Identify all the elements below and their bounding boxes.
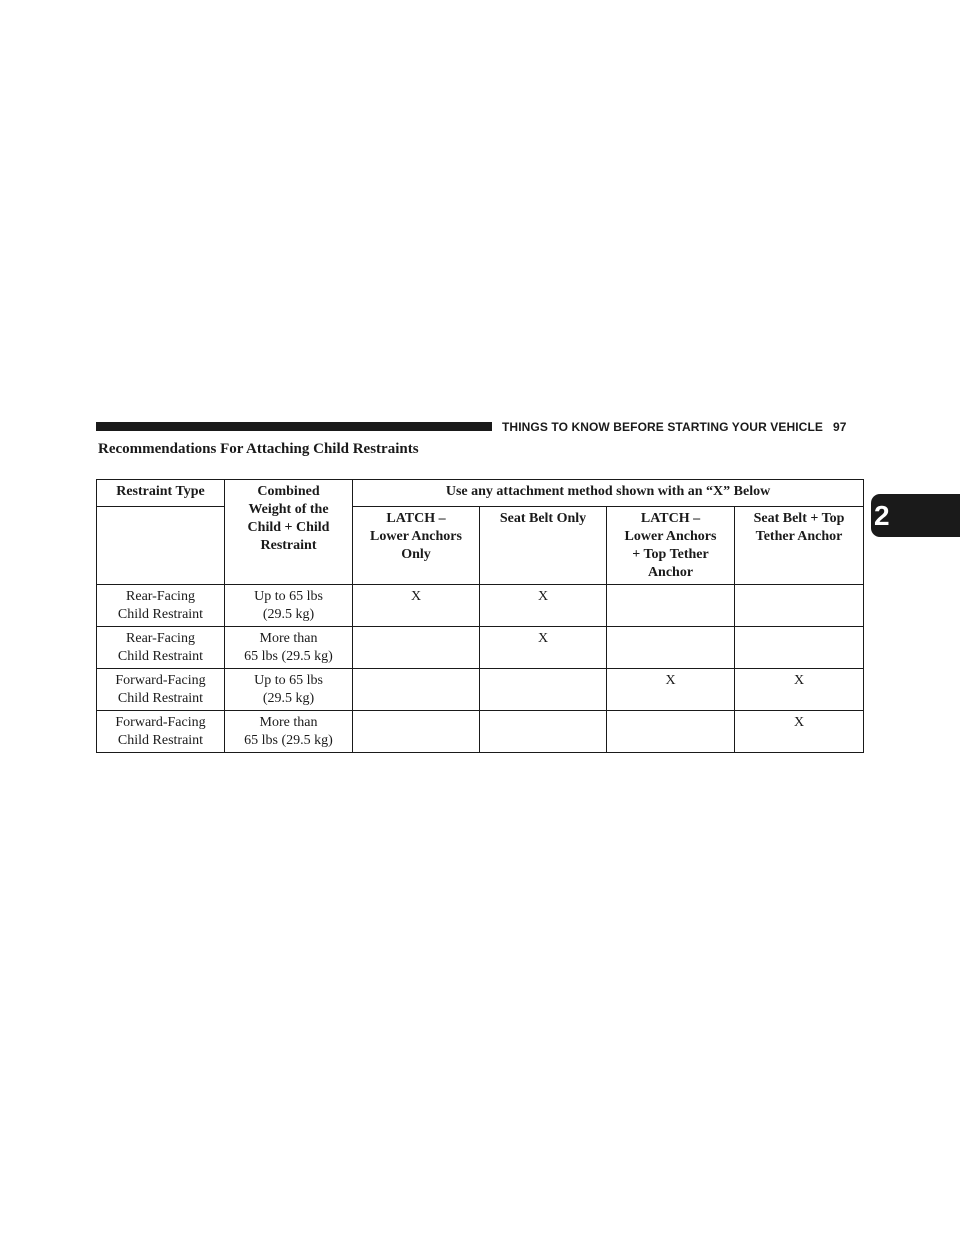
cell-belt-tether: X: [735, 711, 864, 753]
header-restraint-type: Restraint Type: [97, 480, 225, 507]
cell-latch: X: [353, 585, 480, 627]
cell-restraint-type: Forward-Facing Child Restraint: [97, 669, 225, 711]
section-title: Recommendations For Attaching Child Restraints: [98, 441, 419, 457]
cell-belt-tether: X: [735, 669, 864, 711]
running-header: [502, 419, 847, 435]
header-combined-weight: Combined Weight of the Child + Child Restraint: [225, 480, 353, 585]
header-section-name: THINGS TO KNOW BEFORE STARTING YOUR VEHICLE: [502, 420, 823, 434]
page-number: 97: [832, 420, 847, 434]
chapter-tab: [871, 494, 960, 537]
cell-latch-tether: [607, 585, 735, 627]
cell-latch: [353, 669, 480, 711]
cell-belt-tether: [735, 627, 864, 669]
header-seat-belt-top-tether: Seat Belt + Top Tether Anchor: [735, 507, 864, 585]
table-header-row: [97, 480, 864, 507]
cell-restraint-type: Forward-Facing Child Restraint: [97, 711, 225, 753]
header-rule: [96, 422, 492, 431]
table-row: [97, 627, 864, 669]
cell-seat-belt: [480, 711, 607, 753]
cell-seat-belt: X: [480, 585, 607, 627]
cell-latch-tether: [607, 627, 735, 669]
chapter-number: 2: [874, 499, 890, 531]
cell-latch-tether: X: [607, 669, 735, 711]
table-row: [97, 711, 864, 753]
cell-restraint-type: Rear-Facing Child Restraint: [97, 627, 225, 669]
table-row: [97, 585, 864, 627]
header-latch-top-tether: LATCH – Lower Anchors + Top Tether Anchor: [607, 507, 735, 585]
header-blank-cell: [97, 507, 225, 585]
cell-weight: More than 65 lbs (29.5 kg): [225, 627, 353, 669]
cell-belt-tether: [735, 585, 864, 627]
cell-latch-tether: [607, 711, 735, 753]
header-attachment-method-group: Use any attachment method shown with an “X” Below: [353, 480, 864, 507]
table-row: [97, 669, 864, 711]
cell-seat-belt: X: [480, 627, 607, 669]
cell-weight: Up to 65 lbs (29.5 kg): [225, 585, 353, 627]
cell-weight: Up to 65 lbs (29.5 kg): [225, 669, 353, 711]
cell-seat-belt: [480, 669, 607, 711]
cell-weight: More than 65 lbs (29.5 kg): [225, 711, 353, 753]
cell-latch: [353, 711, 480, 753]
header-seat-belt-only: Seat Belt Only: [480, 507, 607, 585]
header-latch-lower-anchors: LATCH – Lower Anchors Only: [353, 507, 480, 585]
cell-latch: [353, 627, 480, 669]
child-restraint-table: [96, 479, 864, 753]
cell-restraint-type: Rear-Facing Child Restraint: [97, 585, 225, 627]
table-subheader-row: [97, 507, 864, 585]
